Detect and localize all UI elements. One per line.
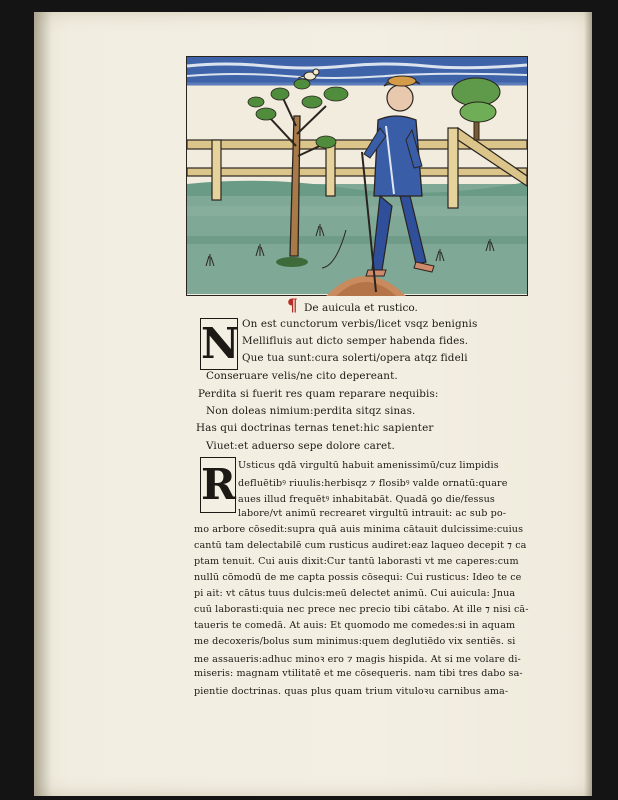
prose-line: nullū cōmodū de me capta possis cōsequi: Cui rusticus: Ideo te ce xyxy=(194,572,522,583)
page-edge xyxy=(584,12,592,796)
decorated-initial-n: N xyxy=(201,319,240,368)
prose-line: defluētibꝰ riuulis:herbisqz ⁊ flosibꝰ valde ornatū:quare xyxy=(238,478,508,489)
verse-line: Que tua sunt:cura solerti/opera atqz fideli xyxy=(242,352,468,364)
prose-line: me assaueris:adhuc minoꝛ ero ⁊ magis hispida. At si me volare di- xyxy=(194,654,521,665)
verse-line: Non doleas nimium:perdita sitqz sinas. xyxy=(206,405,416,417)
page-gutter-shadow xyxy=(34,12,52,796)
prose-line: ptam tenuit. Cui auis dixit:Cur tantū laborasti vt me caperes:cum xyxy=(194,556,519,567)
meadow xyxy=(187,181,527,296)
woodcut-illustration xyxy=(186,56,528,296)
verse-line: Viuet:et aduerso sepe dolore caret. xyxy=(206,440,395,452)
prose-line: aues illud frequētꝰ inhabitabāt. Quadā ꝯo die/fessus xyxy=(238,494,495,505)
rubric-pilcrow: ¶ xyxy=(287,296,298,316)
verse-line: Conseruare velis/ne cito depereant. xyxy=(206,370,398,382)
prose-line: taueris te comedā. At auis: Et quomodo me comedes:si in aquam xyxy=(194,620,516,631)
verse-line: Mellifluis aut dicto semper habenda fides. xyxy=(242,335,469,347)
verse-line: Has qui doctrinas ternas tenet:hic sapienter xyxy=(196,422,434,434)
prose-line: cuū laborasti:quia nec prece nec precio tibi cātabo. At ille ⁊ nisi cā- xyxy=(194,604,529,615)
prose-line: pientie doctrinas. quas plus quam trium vituloꝛu carnibus ama- xyxy=(194,686,509,697)
prose-line: labore/vt animū recrearet virgultū intrauit: ac sub po- xyxy=(238,508,507,519)
prose-line: cantū tam delectabilē cum rusticus audiret:eaz laqueo decepit ⁊ ca xyxy=(194,540,527,551)
verse-line: On est cunctorum verbis/licet vsqz benignis xyxy=(242,318,478,330)
prose-line: me decoxeris/bolus sum minimus:quem deglutiēdo vix sentiēs. si xyxy=(194,636,516,647)
prose-line: pi ait: vt cātus tuus dulcis:meū delectet animū. Cui auicula: Jnua xyxy=(194,588,516,599)
fable-title: De auicula et rustico. xyxy=(304,302,418,314)
decorated-initial-r: R xyxy=(200,457,236,513)
verse-line: Perdita si fuerit res quam reparare nequibis: xyxy=(198,388,439,400)
prose-line: miseris: magnam vtilitatē et me cōsequeris. nam tibi tres dabo sa- xyxy=(194,668,523,679)
prose-line: Usticus qdā virgultū habuit amenissimū/cuz limpidis xyxy=(238,460,499,471)
prose-line: mo arbore cōsedit:supra quā auis minima cātauit dulcissime:cuius xyxy=(194,524,524,535)
